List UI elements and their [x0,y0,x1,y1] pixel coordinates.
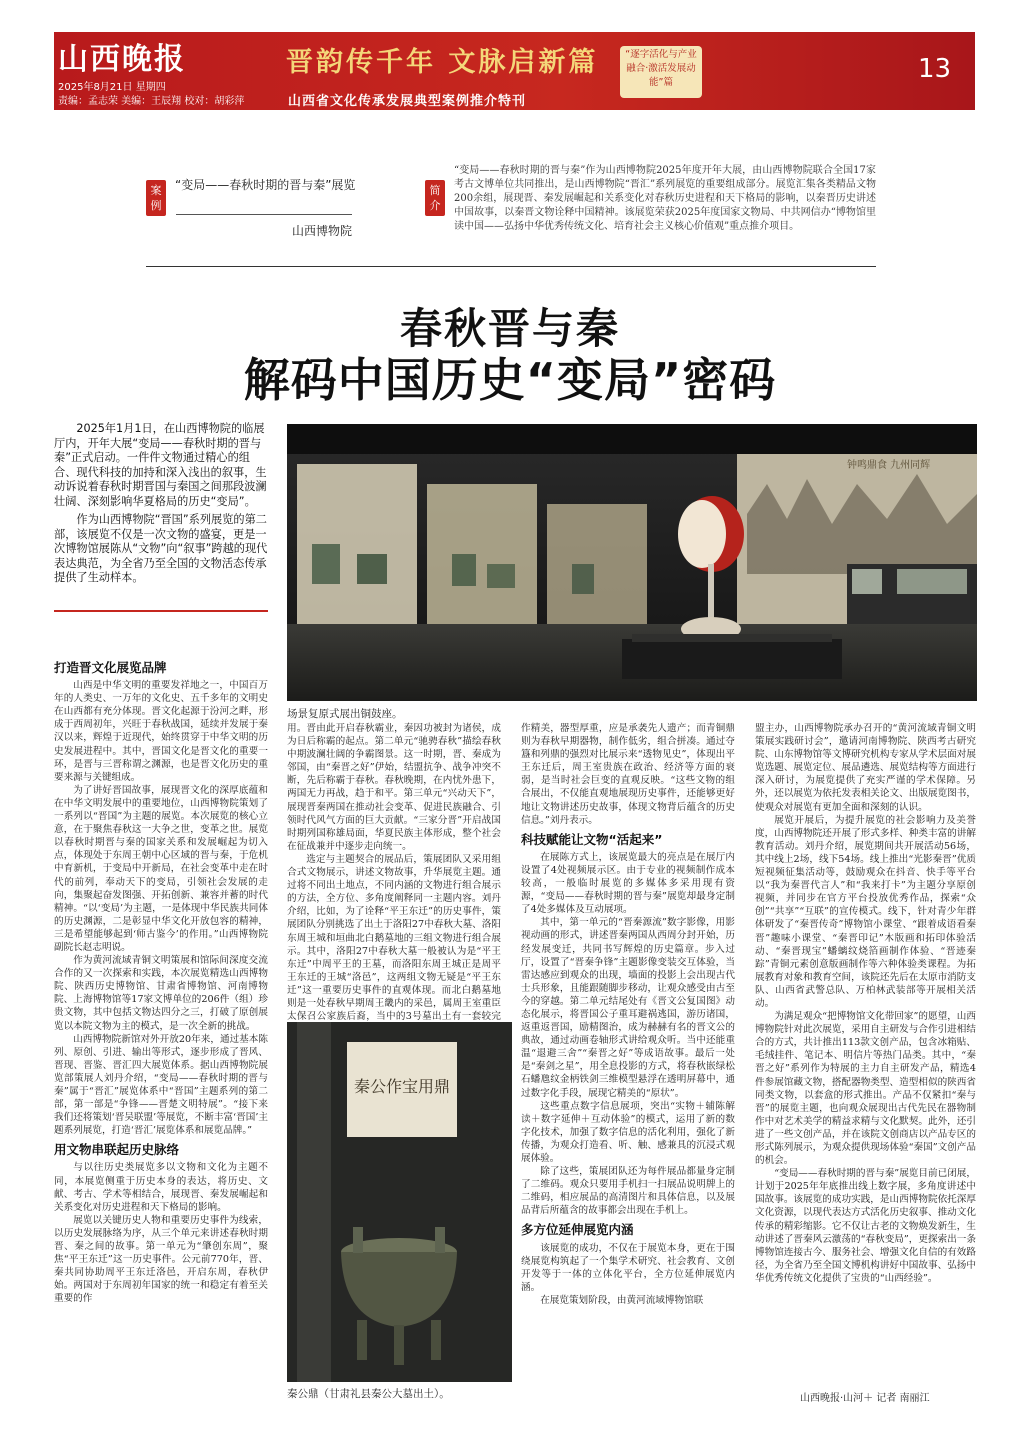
article-column-4 [755,722,976,1285]
issue-date: 2025年8月21日 星期四 [58,82,166,93]
case-title: “变局——春秋时期的晋与秦”展览 [175,178,356,192]
lead-paragraphs [54,422,268,590]
section-heading: 打造晋文化展览品牌 [54,660,167,675]
exhibition-scene-illustration [287,424,977,701]
newspaper-logo: 山西晚报 [58,42,186,77]
paragraph: 展览开展后，为提升展览的社会影响力及美誉度，山西博物院还开展了形式多样、种类丰富的讲解教育活动。刘丹介绍，展览期间共开展活动56场，其中线上2场，线下54场。线上推出“光影秦晋”优质短视频征集活动等，鼓励观众在抖音、快手等平台以“我为秦晋代言人”和“我来打卡”为主题分享原创视频，并同步在官方平台投放优秀作品，探索“众创”“共享”“互联”的宣传模式。线下，针对青少年群体研发了“秦晋传奇”博物馆小课堂、“跟着成语看秦晋”趣味小课堂、“秦晋印记”木版画和拓印体验活动、“秦晋现宝”蟠螭纹烧箔画制作体验、“晋迹秦踪”青铜元素创意版画制作等六种体验类课程。为拓展教育对象和教育空间，该院还先后在太原市消防支队、山西省武警总队、万柏林武装部等开展相关活动。 [755,814,976,1009]
paragraph: “变局——春秋时期的晋与秦”展览目前已闭展，计划于2025年年底推出线上数字展，多角度讲述中国故事。该展览的成功实践，是山西博物院依托深厚文化资源，以现代表达方式活化历史叙事、推动文化传承的精彩缩影。它不仅让古老的文物焕发新生，生动讲述了晋秦风云激荡的“春秋变局”，更探索出一条博物馆连接古今、服务社会、增强文化自信的有效路径，为全省乃至全国文博机构讲好中国故事、弘扬中华优秀传统文化提供了宝贵的“山西经验”。 [755,1168,976,1284]
intro-seal: 简介 [425,180,445,216]
article-column-1 [54,655,268,1306]
lead-paragraph: 作为山西博物院“晋国”系列展览的第二部，该展览不仅是一次文物的盛宴，更是一次博物馆展陈从“文物”向“叙事”跨越的现代表达典范，为全省乃至全国的文物活态传承提供了生动样本。 [54,513,268,584]
divider [146,266,876,267]
paragraph: 选定与主题契合的展品后，策展团队又采用组合式文物展示，讲述文物故事，升华展览主题。通过将不同出土地点，不同内涵的文物进行组合展示的方法，全方位、多角度阐释同一主题内容。刘丹介绍，比如，为了诠释“平王东迁”的历史事件，策展团队分别挑选了出土于洛阳27中春秋大墓、洛阳东周王城和垣曲北白鹅墓地的三组文物进行组合展示。其中，洛阳27中春秋大墓一般被认为是“平王东迁”中周平王的王墓，而洛阳东周王城正是周平王东迁的王城“洛邑”，这两组文物无疑是“平王东迁”这一重要历史事件的直观体现。而北白鹅墓地则是一处春秋早期周王畿内的采邑，属周王室重臣太保召公家族后裔，当中的3号墓出土有一套较完 [287,853,501,1023]
headline-line-1: 春秋晋与秦 [399,304,620,353]
section-heading: 多方位延伸展览内涵 [521,1222,634,1238]
headline-line-2: 解码中国历史“变局”密码 [243,353,777,407]
paragraph: 为了讲好晋国故事，展现晋文化的深厚底蕴和在中华文明发展中的重要地位，山西博物院策划了一系列以“晋国”为主题的展览。本次展览的核心立意，在于聚焦春秋这一大争之世，变革之世。展览以春秋时期晋与秦的国家关系和发展崛起为切入点，体现处于东周王朝中心区域的晋与秦，于危机中育新机，于变局中开新局，在社会变革中走在时代的前列，奉动天下的变局，引领社会发展的走向，集聚起奋发图强、开拓创新、兼容并蓄的时代精神。“以‘变局’为主题，一是体现中华民族共同体的历史渊源，二是彰显中华文化开放包容的精神，三是希望能够起到‘师古鉴今’的作用。”山西博物院副院长赵志明说。 [54,784,268,953]
banner-slogan: 晋韵传千年 文脉启新篇 [286,47,599,78]
paragraph: 这些重点数字信息展项，突出“实物＋辅陈解读＋数字延伸＋互动体验”的模式，运用了新的数字化技术，加强了数字信息的活化利用，强化了新传播，为观众打造看、听、触、感兼具的沉浸式观展体验。 [521,1100,735,1164]
section-heading: 科技赋能让文物“活起来” [521,831,663,847]
paragraph: 展览以关键历史人物和重要历史事件为线索，以历史发展脉络为序，从三个单元来讲述春秋时期晋、秦之间的故事。第一单元为“肇创东周”，聚焦“平王东迁”这一历史事件。公元前770年，晋、秦共同协助周平王东迁洛邑，开启东周，春秋伊始。两国对于东周初年国家的统一和稳定有着至关重要的作 [54,1214,268,1305]
staff-credits: 责编：孟志荣 美编：王辰翔 校对：胡彩萍 [58,96,245,107]
paragraph: 除了这些，策展团队还为每件展品都量身定制了二维码。观众只要用手机扫一扫展品说明牌上的二维码，相应展品的高清图片和具体信息，以及展品背后所蕴含的故事都会出现在手机上。 [521,1166,735,1217]
case-seal: 案例 [146,180,166,216]
lead-paragraph: 2025年1月1日，在山西博物院的临展厅内，开年大展“变局——春秋时期的晋与秦”正式启动。一件件文物通过精心的组合、现代科技的加持和深入浅出的叙事，生动诉说着春秋时期晋国与秦国之间那段波澜壮阔、深刻影响华夏格局的历史“变局”。 [54,422,267,508]
inscription-text: 秦公作宝用鼎 [353,1077,451,1096]
byline: 山西晚报·山河＋ 记者 南丽江 [800,1393,930,1404]
paragraph: 在展览策划阶段，由黄河流域博物馆联 [540,1294,704,1306]
bronze-ding-illustration [287,1022,512,1382]
article-column-3 [521,722,735,1307]
special-issue-title: 山西省文化传承发展典型案例推介特刊 [288,94,527,109]
paragraph: 作精美，器型厚重，应是承袭先人遗产；而青铜鼎则为春秋早期器物，制作低劣，组合拼凑。通过夺簋和列鼎的强烈对比展示来“透物见史”，体现出平王东迁后，周王室贵族在政治、经济等方面的衰弱，是当时社会巨变的直观反映。“这些文物的组合展出，不仅能直观地展现历史事件，还能够更好地让文物讲述历史故事，体现文物背后蕴含的历史信息。”刘丹表示。 [521,723,735,826]
intro-text: “变局——春秋时期的晋与秦”作为山西博物院2025年度开年大展，由山西博物院联合全国17家考古文博单位共同推出，是山西博物院“晋汇”系列展览的重要组成部分。展览汇集各类精品文物200余组，展现晋、秦发展崛起和关系变化对春秋历史进程和天下格局的影响，以秦晋历史讲述中国故事，以秦晋文物诠释中国精神。该展览荣获2025年度国家文物局、中共网信办“博物馆里读中国——弘扬中华优秀传统文化、培育社会主义核心价值观”重点推介项目。 [454,165,876,232]
paragraph: 其中，第一单元的“晋秦源流”数字影像，用影视动画的形式，讲述晋秦两国从西周分封开始，历经发展变迁，共同书写辉煌的历史篇章。步入过厅，设置了“晋秦争锋”主题影像变装交互体验，当雷达感应到观众的出现，墙面的投影上会出现古代士兵形象，且能跟随脚步移动，让观众感受由古至今的穿越。第二单元结尾处有《晋文公复国图》动态化展示，将晋国公子重耳避祸逃国，游历诸国，返重返晋国，励精图治，成为赫赫有名的晋文公的典故，通过动画卷轴形式讲给观众听。当中还能重温“退避三舍”“秦晋之好”等成语故事。最后一处是“秦剑之星”，用全息投影的方式，将春秋嵌绿松石蟠虺纹金柄铁剑三维模型悬浮在透明屏幕中，通过数字化手段，展现它精美的“原状”。 [521,917,735,1099]
photo-caption: 秦公鼎（甘肃礼县秦公大墓出土）。 [287,1388,450,1400]
section-tag: “逐字活化与产业融合·激活发展动能”篇 [620,46,702,98]
paragraph: 在展陈方式上，该展览最大的亮点是在展厅内设置了4处视频展示区。由于专业的视频制作成本较高，一般临时展览的多媒体多采用现有资源，“变局——春秋时期的晋与秦”展览却最身定制了4处多媒体及互动展项。 [521,851,735,916]
paragraph: 作为黄河流域青铜文明策展和馆际间深度交流合作的又一次探索和实践，本次展览精选山西博物院、陕西历史博物馆、甘肃省博物馆、河南博物院、上海博物馆等17家文博单位的206件（组）珍贵文物，其中包括文物达四分之三，打破了原创展览以本院文物为主的模式，是一次全新的挑战。 [54,955,268,1032]
photo-caption: 场景复原式展出铜鼓座。 [287,708,403,720]
paragraph: 与以往历史类展览多以文物和文化为主题不同，本展览侧重于历史本身的表达，将历史、文献、考古、学术等相结合，展现晋、秦发展崛起和关系变化对历史进程和天下格局的影响。 [54,1162,268,1213]
bronze-ding-photo [287,1022,512,1382]
exhibition-photo [287,424,977,701]
paragraph: 用。晋由此开启春秋霸业，秦因功被封为诸侯，成为日后称霸的起点。第二单元“驰骋春秋”描绘春秋中期波澜壮阔的争霸图景。这一时期，晋、秦成为邻国，由“秦晋之好”伊始，结盟抗争、战争冲突不断，先后称霸于春秋。春秋晚期，在内忧外患下，两国无力再战，趋于和平。第三单元“兴动天下”，展现晋秦两国在推动社会变革、促进民族融合、引领时代风气方面的巨大贡献。“三家分晋”开启战国时期列国称雄局面，华夏民族主体形成，整个社会在征战兼并中逐步走向统一。 [287,723,501,852]
divider [176,214,352,215]
banner-text: 钟鸣鼎食 九州同辉 [847,460,931,471]
paragraph: 该展览的成功，不仅在于展览本身，更在于围绕展览构筑起了一个集学术研究、社会教育、文创开发等于一体的立体化平台，全方位延伸展览内涵。 [521,1242,735,1293]
paragraph: 盟主办，山西博物院承办召开的“黄河流域青铜文明策展实践研讨会”，邀请河南博物院、陕西考古研究院、山东博物馆等文博研究机构专家从学术层面对展览选题、展览定位、展品遴选、展览结构等方面进行深入研讨，为展览提供了充实严谨的学术保障。另外，还以展览为依托发表相关论文、出版展览图书，使观众对展览有更加全面和深刻的认识。 [755,723,976,813]
paragraph: 山西是中华文明的重要发祥地之一，中国百万年的人类史、一万年的文化史、五千多年的文明史在山西都有充分体现。晋文化起源于汾河之畔，形成于西周初年，兴旺于春秋战国，延续并发展于秦汉以来，辉煌于近现代，始终贯穿于中华文明的历史发展进程中。其中，晋国文化是晋文化的重要一环，是晋与三晋称谓之渊源，也是晋文化历史的重要来源与关键组成。 [54,680,268,783]
paragraph: 为满足观众“把博物馆文化带回家”的愿望，山西博物院针对此次展览，采用自主研发与合作引进相结合的方式，共计推出113款文创产品，包含冰箱贴、毛绒挂件、笔记本、明信片等热门品类。其中，“秦晋之好”系列作为特展的主力自主研发产品，精选4件参展馆藏文物，搭配器物类型、造型相似的陕西省同类文物，以套盒的形式推出。产品不仅紧扣“秦与晋”的展览主题，也向观众展现出古代先民在器物制作中对艺术美学的精益求精与文化默契。此外，还引进了一些文创产品，并在该院文创商店以产品专区的形式陈列展示，为观众提供现场体验“秦国”文创产品的机会。 [755,1011,976,1167]
case-organization: 山西博物院 [292,224,353,238]
divider [54,610,268,612]
article-column-2 [287,722,501,1049]
page-number: 13 [918,54,952,84]
section-heading: 用文物串联起历史脉络 [54,1142,180,1158]
paragraph: 山西博物院新馆对外开放20年来，通过基本陈列、原创、引进、输出等形式，逐步形成了晋风、晋现、晋鉴、晋汇四大展览体系。据山西博物院展览部策展人刘丹介绍，“变局——春秋时期的晋与秦”属于“晋汇”展览体系中“晋国”主题系列的第二部，第一部是“争锋——晋楚文明特展”。“接下来我们还将策划‘晋吴联盟’等展览，不断丰富‘晋国’主题系列展览，打造‘晋汇’展览体系和展览品牌。” [54,1033,268,1137]
